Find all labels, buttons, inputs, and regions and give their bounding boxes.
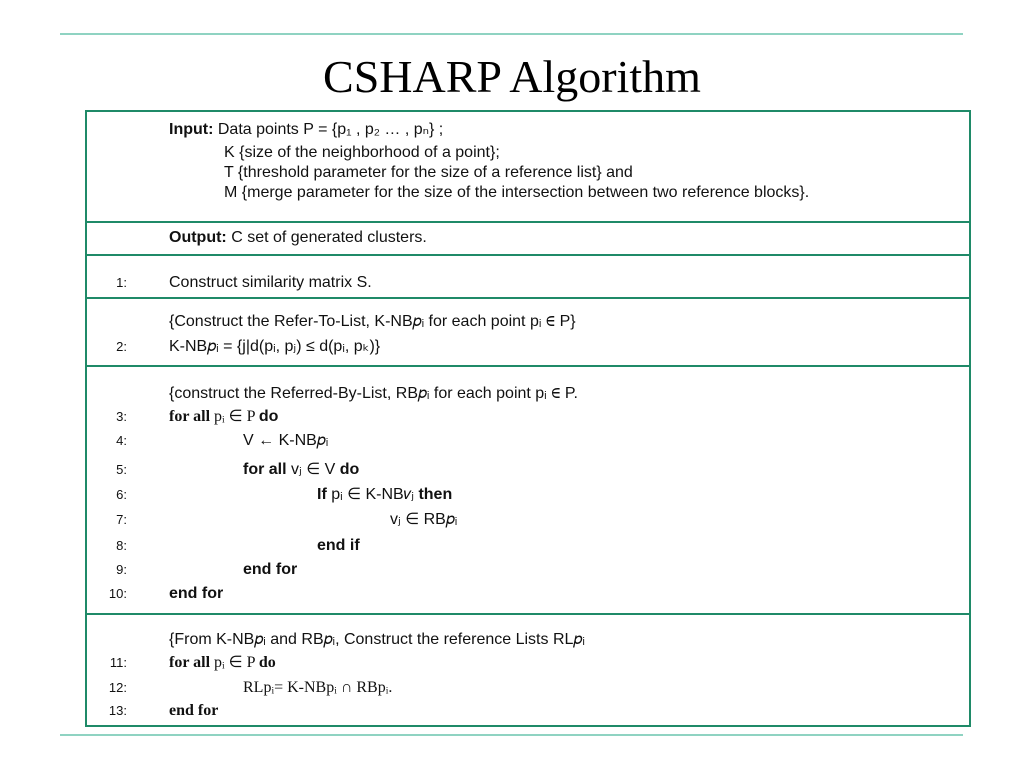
line-number: 5: <box>116 462 127 477</box>
line-text: C set of generated clusters. <box>226 229 427 246</box>
line-number: 1: <box>116 275 127 290</box>
algorithm-line <box>169 584 223 604</box>
line-text: M {merge parameter for the size of the intersection between two reference blocks}. <box>224 184 810 201</box>
algorithm-line <box>169 120 443 140</box>
keyword: do <box>258 408 279 425</box>
algorithm-section <box>85 613 971 727</box>
bottom-rule <box>60 734 963 736</box>
keyword: for all <box>169 408 211 425</box>
algorithm-line <box>224 143 500 163</box>
line-number: 7: <box>116 512 127 527</box>
line-number: 12: <box>108 680 127 695</box>
algorithm-line <box>390 510 457 530</box>
line-text: T {threshold parameter for the size of a reference list} and <box>224 164 633 181</box>
line-number: 10: <box>108 586 127 601</box>
keyword: do <box>339 461 360 478</box>
keyword: end for <box>169 585 224 602</box>
keyword: end for <box>243 561 298 578</box>
algorithm-line <box>243 678 392 698</box>
line-text: pᵢ ∈ K-NB𝑣ⱼ <box>326 486 419 503</box>
keyword: then <box>418 486 453 503</box>
slide-title: CSHARP Algorithm <box>323 51 701 102</box>
keyword: Output: <box>169 229 227 246</box>
algorithm-section <box>85 254 971 299</box>
line-text: vⱼ ∈ V <box>286 461 340 478</box>
algorithm-line <box>317 485 452 505</box>
algorithm-line <box>224 163 633 183</box>
line-text: {construct the Referred-By-List, RB𝑝ᵢ for each point pᵢ ∈ P. <box>169 385 578 402</box>
algorithm-line <box>224 183 809 203</box>
algorithm-line <box>169 653 276 673</box>
line-text: V ← K-NB𝑝ᵢ <box>243 432 329 449</box>
line-text: Construct similarity matrix S. <box>169 274 372 291</box>
line-number: 4: <box>116 433 127 448</box>
line-text: {Construct the Refer-To-List, K-NB𝑝ᵢ for each point pᵢ ∈ P} <box>169 313 576 330</box>
algorithm-line <box>169 630 585 650</box>
algorithm-line <box>243 431 328 451</box>
algorithm-line <box>317 536 360 556</box>
line-number: 13: <box>108 703 127 718</box>
keyword: If <box>317 486 327 503</box>
algorithm-line <box>169 384 578 404</box>
line-number: 9: <box>116 562 127 577</box>
line-number: 8: <box>116 538 127 553</box>
top-rule <box>60 33 963 35</box>
algorithm-line <box>169 407 278 427</box>
line-text: Data points P = {p₁ , p₂ … , pₙ} ; <box>213 121 444 138</box>
keyword: Input: <box>169 121 214 138</box>
algorithm-section <box>85 365 971 615</box>
keyword: for all <box>243 461 287 478</box>
algorithm-section <box>85 110 971 223</box>
keyword: for all <box>169 654 211 671</box>
algorithm-line <box>169 701 218 721</box>
line-number: 2: <box>116 339 127 354</box>
keyword: end for <box>169 702 219 719</box>
line-text: vⱼ ∈ RB𝑝ᵢ <box>390 511 458 528</box>
algorithm-section <box>85 297 971 367</box>
line-text: K-NB𝑝ᵢ = {j|d(pᵢ, pⱼ) ≤ d(pᵢ, pₖ)} <box>169 338 381 355</box>
line-number: 3: <box>116 409 127 424</box>
algorithm-line <box>243 460 359 480</box>
line-text: pᵢ ∈ P <box>210 654 259 671</box>
line-text: RLpᵢ= K-NBpᵢ ∩ RBpᵢ. <box>243 679 393 696</box>
line-text: K {size of the neighborhood of a point}; <box>224 144 500 161</box>
keyword: do <box>258 654 276 671</box>
line-text: pᵢ ∈ P <box>210 408 259 425</box>
line-number: 6: <box>116 487 127 502</box>
line-number: 11: <box>109 655 127 670</box>
algorithm-section <box>85 221 971 256</box>
algorithm-line <box>169 312 576 332</box>
algorithm-line <box>169 337 380 357</box>
algorithm-line <box>169 273 372 293</box>
algorithm-line <box>243 560 297 580</box>
keyword: end if <box>317 537 360 554</box>
algorithm-line <box>169 228 427 248</box>
line-text: {From K-NB𝑝ᵢ and RB𝑝ᵢ, Construct the reference Lists RL𝑝ᵢ <box>169 631 585 648</box>
